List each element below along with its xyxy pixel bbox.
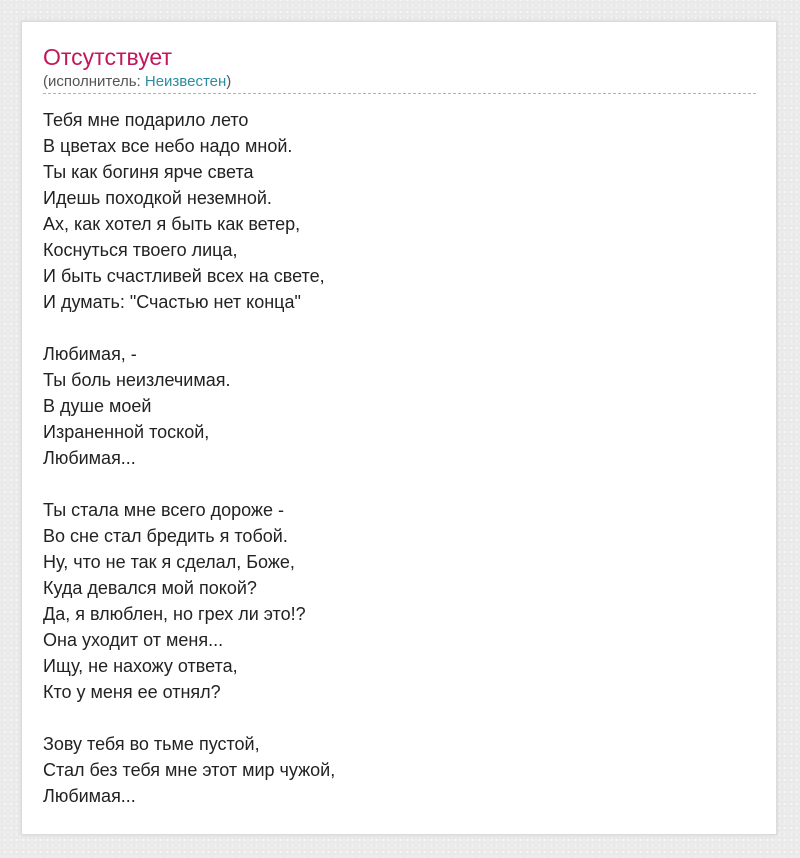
- lyric-line: Стал без тебя мне этот мир чужой,: [43, 760, 336, 780]
- lyric-line: Куда девался мой покой?: [43, 578, 257, 598]
- lyric-line: Ищу, не нахожу ответа,: [43, 656, 238, 676]
- lyric-line: Она уходит от меня...: [43, 630, 224, 650]
- lyric-line: Кто у меня ее отнял?: [43, 682, 221, 702]
- lyric-line: Израненной тоской,: [43, 422, 210, 442]
- lyric-line: И быть счастливей всех на свете,: [43, 266, 325, 286]
- lyric-line: Тебя мне подарило лето: [43, 110, 249, 130]
- lyric-line: И думать: "Счастью нет конца": [43, 292, 301, 312]
- artist-link[interactable]: Неизвестен: [144, 73, 227, 90]
- lyrics-text: [43, 107, 753, 835]
- lyric-line: В душе моей: [43, 396, 152, 416]
- artist-prefix: (исполнитель:: [43, 73, 145, 90]
- lyric-line: Любимая...: [43, 786, 136, 806]
- lyric-line: Ты боль неизлечимая.: [43, 370, 231, 390]
- lyrics-stanza: [43, 731, 753, 809]
- lyrics-card: [21, 21, 777, 835]
- lyric-line: Ах, как хотел я быть как ветер,: [43, 214, 301, 234]
- lyric-line: Ну, что не так я сделал, Боже,: [43, 552, 295, 572]
- lyric-line: Ты как богиня ярче света: [43, 162, 254, 182]
- lyrics-stanza: [43, 107, 753, 315]
- song-title: Отсутствует: [43, 44, 172, 70]
- lyric-line: Любимая...: [43, 448, 136, 468]
- lyric-line: Да, я влюблен, но грех ли это!?: [43, 604, 306, 624]
- lyrics-stanza: [43, 341, 753, 471]
- lyric-line: Зову тебя во тьме пустой,: [43, 734, 260, 754]
- lyric-line: Любимая, -: [43, 344, 137, 364]
- artist-line: [43, 72, 231, 92]
- title-divider: [43, 93, 756, 94]
- lyric-line: Идешь походкой неземной.: [43, 188, 272, 208]
- lyric-line: Ты стала мне всего дороже -: [43, 500, 284, 520]
- lyric-line: Коснуться твоего лица,: [43, 240, 238, 260]
- lyric-line: В цветах все небо надо мной.: [43, 136, 293, 156]
- lyrics-stanza: [43, 497, 753, 705]
- artist-suffix: ): [226, 73, 232, 90]
- lyric-line: Во сне стал бредить я тобой.: [43, 526, 288, 546]
